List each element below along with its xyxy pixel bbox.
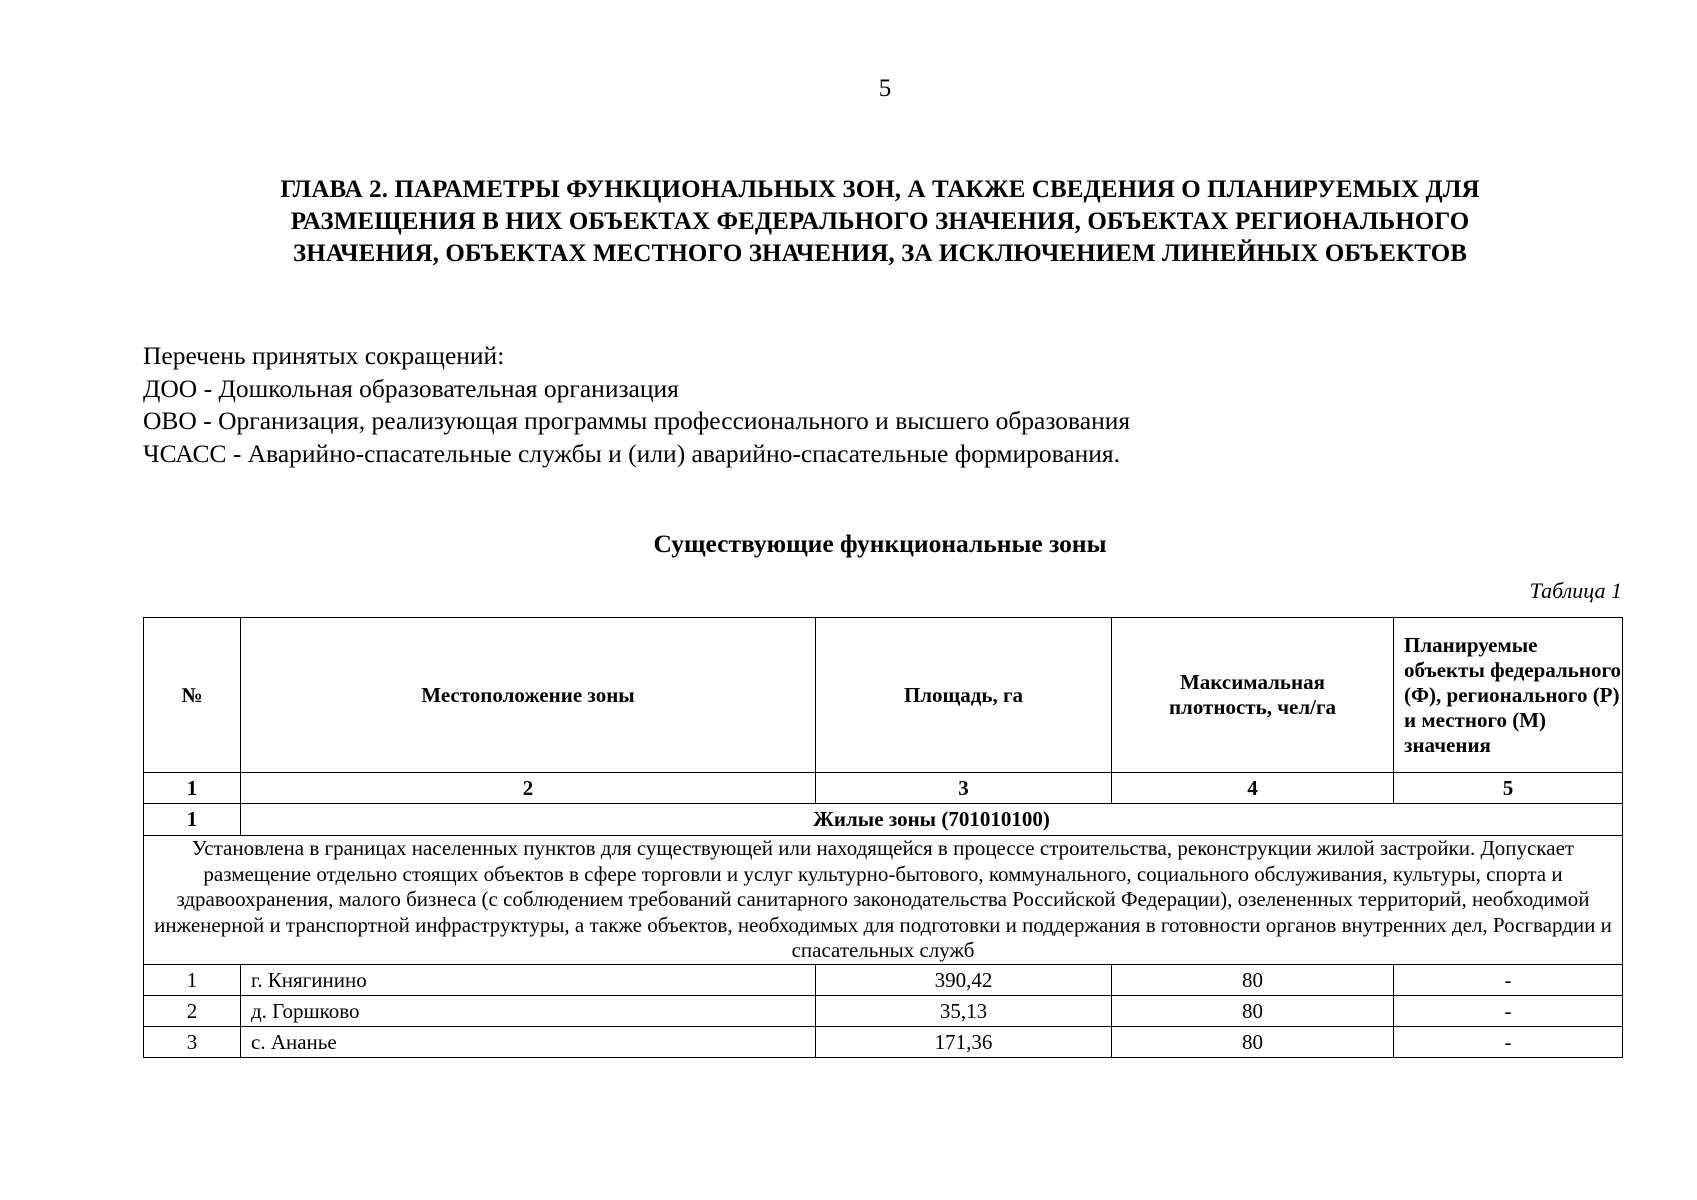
header-location: Местоположение зоны bbox=[241, 618, 816, 773]
row-location: г. Княгинино bbox=[241, 964, 816, 995]
row-planned: - bbox=[1394, 995, 1623, 1026]
column-numbers-row bbox=[144, 773, 1623, 804]
row-area: 35,13 bbox=[816, 995, 1112, 1026]
abbreviation-item: ЧСАСС - Аварийно-спасательные службы и (или) аварийно-спасательные формирования. bbox=[143, 438, 1121, 468]
table-title: Существующие функциональные зоны bbox=[653, 529, 1107, 558]
row-area: 171,36 bbox=[816, 1026, 1112, 1057]
header-density: Максимальная плотность, чел/га bbox=[1112, 618, 1394, 773]
section-title: Жилые зоны (701010100) bbox=[241, 804, 1623, 836]
row-density: 80 bbox=[1112, 995, 1394, 1026]
column-number: 3 bbox=[816, 773, 1112, 804]
column-number: 1 bbox=[144, 773, 241, 804]
section-description-row bbox=[144, 836, 1623, 965]
row-planned: - bbox=[1394, 964, 1623, 995]
row-location: с. Ананье bbox=[241, 1026, 816, 1057]
row-no: 2 bbox=[144, 995, 241, 1026]
table-row bbox=[144, 964, 1623, 995]
column-number: 4 bbox=[1112, 773, 1394, 804]
column-number: 5 bbox=[1394, 773, 1623, 804]
section-number: 1 bbox=[144, 804, 241, 836]
row-no: 3 bbox=[144, 1026, 241, 1057]
chapter-title-line: ГЛАВА 2. ПАРАМЕТРЫ ФУНКЦИОНАЛЬНЫХ ЗОН, А ТАКЖЕ СВЕДЕНИЯ О ПЛАНИРУЕМЫХ ДЛЯ bbox=[280, 176, 1480, 203]
page-number: 5 bbox=[878, 75, 892, 102]
abbreviations-list bbox=[143, 340, 1130, 470]
row-density: 80 bbox=[1112, 1026, 1394, 1057]
zones-table bbox=[143, 617, 1623, 1058]
header-area: Площадь, га bbox=[816, 618, 1112, 773]
row-location: д. Горшково bbox=[241, 995, 816, 1026]
table-header-row bbox=[144, 618, 1623, 773]
chapter-title-line: ЗНАЧЕНИЯ, ОБЪЕКТАХ МЕСТНОГО ЗНАЧЕНИЯ, ЗА ИСКЛЮЧЕНИЕМ ЛИНЕЙНЫХ ОБЪЕКТОВ bbox=[292, 240, 1468, 267]
table-row bbox=[144, 995, 1623, 1026]
section-row bbox=[144, 804, 1623, 836]
row-area: 390,42 bbox=[816, 964, 1112, 995]
row-density: 80 bbox=[1112, 964, 1394, 995]
table-label: Таблица 1 bbox=[1529, 578, 1622, 603]
column-number: 2 bbox=[241, 773, 816, 804]
table-row bbox=[144, 1026, 1623, 1057]
abbreviation-item: ОВО - Организация, реализующая программы профессионального и высшего образования bbox=[143, 406, 1131, 435]
header-planned: Планируемые объекты федерального (Ф), регионального (Р) и местного (М) значения bbox=[1394, 618, 1623, 773]
chapter-title-line: РАЗМЕЩЕНИЯ В НИХ ОБЪЕКТАХ ФЕДЕРАЛЬНОГО ЗНАЧЕНИЯ, ОБЪЕКТАХ РЕГИОНАЛЬНОГО bbox=[290, 208, 1470, 235]
header-no: № bbox=[144, 618, 241, 773]
abbreviation-item: ДОО - Дошкольная образовательная организация bbox=[143, 373, 679, 403]
row-no: 1 bbox=[144, 964, 241, 995]
abbreviations-heading: Перечень принятых сокращений: bbox=[143, 341, 505, 370]
chapter-title bbox=[150, 174, 1610, 270]
row-planned: - bbox=[1394, 1026, 1623, 1057]
section-description: Установлена в границах населенных пунктов для существующей или находящейся в процессе строительства, реконструкции жилой застройки. Допускает размещение отдельно стоящих объектов в сфере торговли и услуг культурно-бытового, коммунального, социального обслуживания, культуры, спорта и здравоохранения, малого бизнеса (с соблюдением требований санитарного законодательства Российской Федерации), озелененных территорий, необходимой инженерной и транспортной инфраструктуры, а также объектов, необходимых для подготовки и поддержания в готовности органов внутренних дел, Росгвардии и спасательных служб bbox=[144, 836, 1623, 965]
